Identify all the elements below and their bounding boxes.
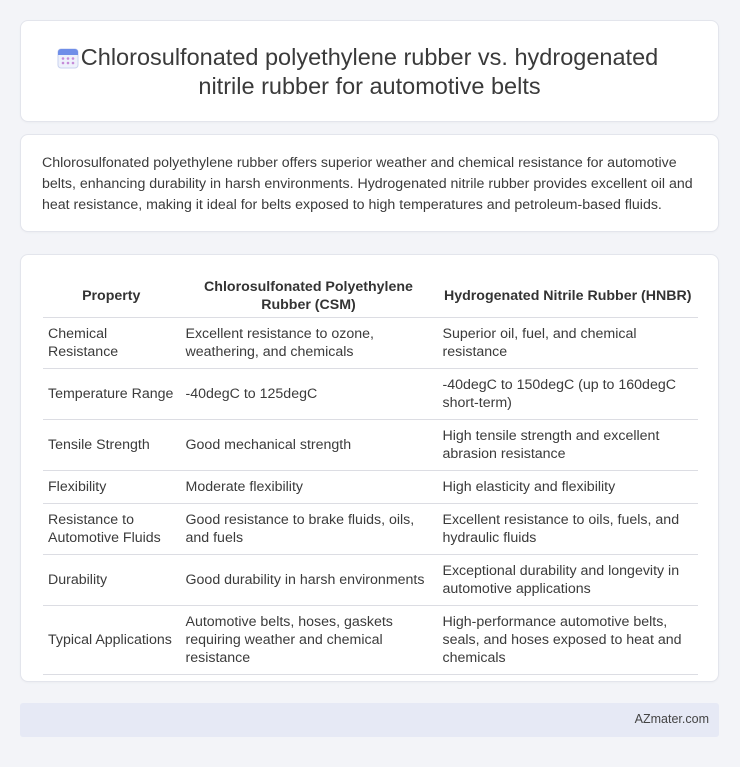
csm-cell: Good mechanical strength (180, 419, 437, 470)
csm-cell: Automotive belts, hoses, gaskets requiring weather and chemical resistance (180, 605, 437, 674)
table-header-row (43, 277, 698, 317)
comparison-card (20, 254, 719, 682)
property-cell: Tensile Strength (43, 419, 180, 470)
table-row (43, 317, 698, 368)
table-row (43, 419, 698, 470)
summary-card (20, 134, 719, 232)
header-hnbr: Hydrogenated Nitrile Rubber (HNBR) (437, 277, 698, 317)
property-cell: Chemical Resistance (43, 317, 180, 368)
comparison-table (43, 277, 698, 675)
title-card (20, 20, 719, 122)
hnbr-cell: High-performance automotive belts, seals, and hoses exposed to heat and chemicals (437, 605, 698, 674)
hnbr-cell: Exceptional durability and longevity in automotive applications (437, 554, 698, 605)
title-line-1: Chlorosulfonated polyethylene rubber vs. hydrogenated (80, 44, 659, 70)
csm-cell: Good durability in harsh environments (180, 554, 437, 605)
csm-cell: -40degC to 125degC (180, 368, 437, 419)
hnbr-cell: Excellent resistance to oils, fuels, and hydraulic fluids (437, 503, 698, 554)
csm-cell: Excellent resistance to ozone, weathering, and chemicals (180, 317, 437, 368)
csm-cell: Moderate flexibility (180, 470, 437, 503)
footer-bar (20, 703, 719, 737)
property-cell: Flexibility (43, 470, 180, 503)
hnbr-cell: -40degC to 150degC (up to 160degC short-term) (437, 368, 698, 419)
summary-text: Chlorosulfonated polyethylene rubber offers superior weather and chemical resistance for automotive belts, enhancing durability in harsh environments. Hydrogenated nitrile rubber provides excellent oil and heat resistance, making it ideal for belts exposed to high temperatures and petroleum-based fluids. (42, 155, 693, 213)
property-cell: Resistance to Automotive Fluids (43, 503, 180, 554)
table-row (43, 368, 698, 419)
property-cell: Temperature Range (43, 368, 180, 419)
hnbr-cell: Superior oil, fuel, and chemical resistance (437, 317, 698, 368)
hnbr-cell: High tensile strength and excellent abrasion resistance (437, 419, 698, 470)
footer-brand: AZmater.com (634, 712, 709, 726)
property-cell: Typical Applications (43, 605, 180, 674)
csm-cell: Good resistance to brake fluids, oils, and fuels (180, 503, 437, 554)
table-row (43, 470, 698, 503)
hnbr-cell: High elasticity and flexibility (437, 470, 698, 503)
page-title (21, 43, 718, 101)
header-property: Property (43, 277, 180, 317)
table-row (43, 554, 698, 605)
table-row (43, 503, 698, 554)
header-csm: Chlorosulfonated Polyethylene Rubber (CSM) (180, 277, 437, 317)
property-cell: Durability (43, 554, 180, 605)
table-row (43, 605, 698, 674)
title-line-2: nitrile rubber for automotive belts (198, 73, 541, 99)
